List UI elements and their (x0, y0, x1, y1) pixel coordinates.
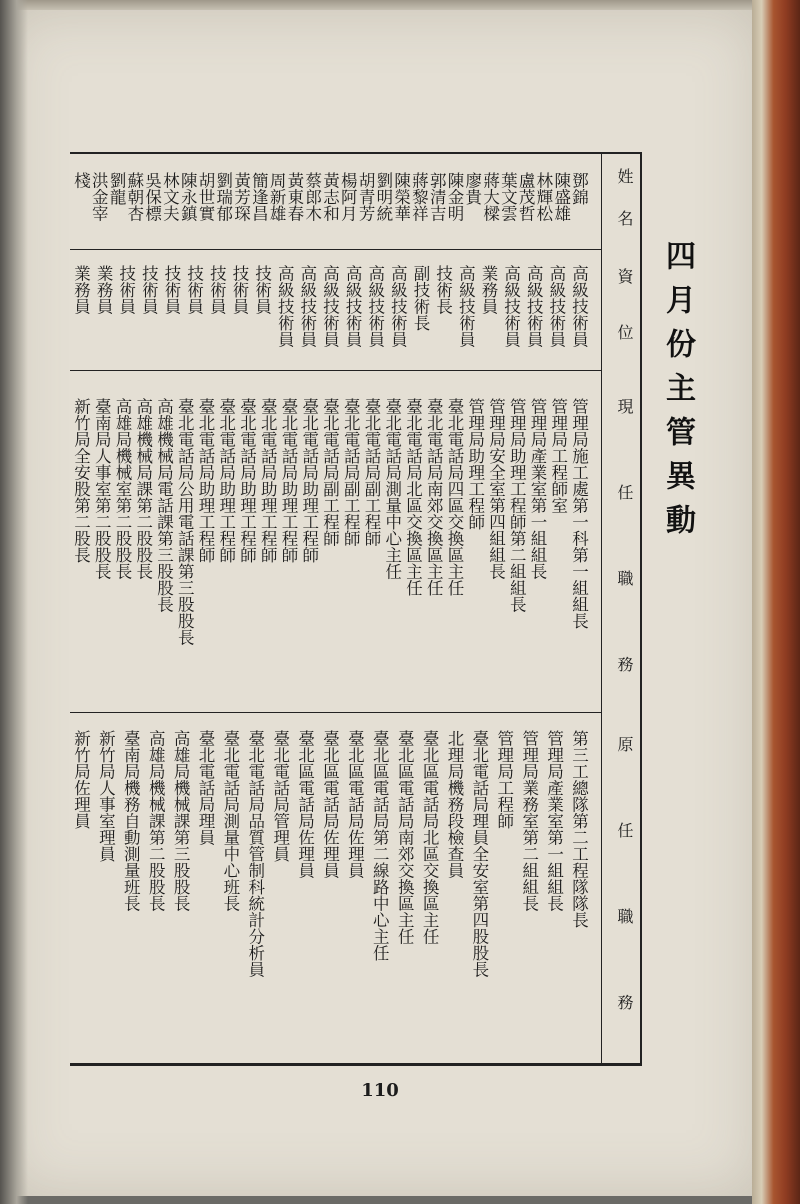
name-entry: 蔣大樑 (480, 172, 500, 222)
grade-entry: 業務員 (71, 265, 91, 315)
current-duty-entry: 高雄機械局電話課第三股股長 (154, 398, 174, 613)
previous-duty-entry: 臺北區電話局第二線路中心主任 (370, 730, 390, 961)
previous-duty-entry: 臺北區電話局北區交換區主任 (420, 730, 440, 945)
current-duty-entry: 管理局助理工程師第二組組長 (507, 398, 527, 613)
current-duty-entry: 管理局工程師室 (548, 398, 568, 514)
name-entry: 陳盛雄 (551, 172, 571, 222)
current-duty-entry: 臺北電話局四區交換區主任 (445, 398, 464, 596)
previous-duty-entry: 北理局機務段檢查員 (445, 730, 464, 879)
previous-duty-entry: 管理局業務室第二組組長 (519, 730, 539, 912)
name-entry: 吳保標 (142, 172, 162, 222)
name-entry: 劉瑞郁 (213, 172, 233, 222)
current-duty-entry: 管理局助理工程師 (465, 398, 485, 530)
previous-duty-entry: 管理局工程師 (494, 730, 514, 829)
previous-duty-entry: 管理局產業室第一組組長 (544, 730, 564, 912)
grade-entry: 技術長 (433, 265, 453, 315)
grade-entry: 高級技術員 (388, 265, 408, 348)
name-entry: 林文夫 (160, 172, 180, 222)
grade-entry: 高級技術員 (365, 265, 385, 348)
grade-entry: 高級技術員 (546, 265, 566, 348)
current-duty-entry: 管理局施工處第一科第一組組長 (569, 398, 589, 629)
name-entry: 劉龍 (107, 172, 127, 205)
name-entry: 黃芳琛 (231, 172, 251, 222)
name-entry: 蔣黎祥 (409, 172, 429, 222)
current-duty-entry: 新竹局全安股第二股長 (71, 398, 91, 563)
current-duty-entry: 臺北電話局副工程師 (320, 398, 340, 547)
previous-duty-entry: 高雄局機械課第三股股長 (171, 730, 191, 912)
current-duty-entry: 臺北電話局助理工程師 (299, 398, 319, 563)
previous-duty-entry: 臺北電話局品質管制科統計分析員 (245, 730, 265, 978)
name-entry: 楊阿月 (338, 172, 358, 222)
current-duty-entry: 臺北電話局北區交換區主任 (403, 398, 423, 596)
current-duty-entry: 管理局安全室第四組組長 (486, 398, 506, 580)
name-entry: 盧茂哲 (516, 172, 536, 222)
current-duty-entry: 臺北電話局助理工程師 (196, 398, 215, 563)
previous-duty-entry: 臺北電話局理員全安室第四股股長 (469, 730, 489, 978)
previous-duty-entry: 臺北電話局測量中心班長 (220, 730, 240, 912)
grade-entry: 業務員 (478, 265, 498, 315)
page-number: 110 (361, 1080, 399, 1101)
name-entry: 劉明統 (373, 172, 393, 222)
current-duty-entry: 臺北電話局南郊交換區主任 (424, 398, 444, 596)
current-duty-entry: 臺北電話局副工程師 (341, 398, 361, 547)
current-duty-entry: 臺北電話局助理工程師 (237, 398, 257, 563)
previous-duty-entry: 高雄局機械課第二股股長 (146, 730, 166, 912)
name-entry: 周新雄 (267, 172, 287, 222)
grade-entry: 業務員 (94, 265, 114, 315)
header-previous-duty: 原任職務 (615, 736, 634, 1080)
current-duty-entry: 臺北電話局助理工程師 (258, 398, 278, 563)
grade-entry: 高級技術員 (275, 265, 295, 348)
grade-entry: 技術員 (229, 265, 249, 315)
name-entry: 棧 (71, 172, 91, 189)
grade-entry: 高級技術員 (320, 265, 340, 348)
name-entry: 蔡郎木 (302, 172, 322, 222)
grade-entry: 高級技術員 (456, 265, 476, 348)
previous-duty-entry: 第三工總隊第二工程隊隊長 (569, 730, 589, 928)
name-entry: 陳金明 (445, 172, 464, 222)
previous-duty-entry: 新竹局人事室理員 (96, 730, 116, 862)
page-title: 四月份主管異動 (660, 240, 695, 548)
name-entry: 鄧錦 (569, 172, 589, 205)
row-rule-3 (70, 712, 602, 713)
row-rule-1 (70, 249, 602, 250)
current-duty-entry: 臺北電話局測量中心主任 (382, 398, 402, 580)
header-name: 姓名 (615, 168, 634, 252)
name-entry: 胡世實 (196, 172, 215, 222)
name-entry: 林輝松 (533, 172, 553, 222)
table-top-rule (70, 152, 642, 154)
grade-entry: 高級技術員 (343, 265, 363, 348)
current-duty-entry: 臺北電話局公用電話課第三股股長 (175, 398, 195, 646)
grade-entry: 技術員 (252, 265, 272, 315)
name-entry: 陳永鎮 (178, 172, 198, 222)
table-bottom-rule (70, 1063, 642, 1066)
grade-entry: 技術員 (207, 265, 227, 315)
book-edge (752, 0, 800, 1204)
grade-entry: 技術員 (184, 265, 204, 315)
row-rule-2 (70, 370, 602, 371)
previous-duty-entry: 臺南局機務自動測量班長 (121, 730, 141, 912)
name-entry: 胡青芳 (356, 172, 376, 222)
previous-duty-entry: 臺北區電話局佐理員 (295, 730, 315, 879)
previous-duty-entry: 臺北區電話局南郊交換區主任 (395, 730, 415, 945)
name-entry: 黃志和 (320, 172, 340, 222)
name-entry: 黃東春 (284, 172, 304, 222)
grade-entry: 技術員 (116, 265, 136, 315)
grade-entry: 技術員 (139, 265, 159, 315)
current-duty-entry: 臺北電話局助理工程師 (279, 398, 298, 563)
grade-entry: 高級技術員 (297, 265, 317, 348)
header-divider-rule (601, 152, 602, 1065)
previous-duty-entry: 新竹局佐理員 (71, 730, 91, 829)
name-entry: 簡逢昌 (249, 172, 269, 222)
header-current-duty: 現任職務 (615, 398, 634, 742)
name-entry: 洪金宰 (89, 172, 109, 222)
grade-entry: 副技術長 (411, 265, 431, 331)
name-entry: 陳榮華 (391, 172, 411, 222)
previous-duty-entry: 臺北電話局管理員 (270, 730, 290, 862)
current-duty-entry: 高雄機械局課第二股股長 (133, 398, 153, 580)
name-entry: 蘇朝杏 (124, 172, 144, 222)
current-duty-entry: 高雄局機械室第二股股長 (113, 398, 132, 580)
name-entry: 廖貴 (462, 172, 482, 205)
current-duty-entry: 臺北電話局助理工程師 (216, 398, 236, 563)
previous-duty-entry: 臺北區電話局佐理員 (345, 730, 365, 879)
previous-duty-entry: 臺北電話局理員 (196, 730, 215, 846)
grade-entry: 高級技術員 (524, 265, 544, 348)
grade-entry: 技術員 (162, 265, 182, 315)
current-duty-entry: 臺北電話局副工程師 (362, 398, 381, 547)
current-duty-entry: 臺南局人事室第二股股長 (92, 398, 112, 580)
grade-entry: 高級技術員 (501, 265, 521, 348)
spine-shadow (0, 0, 28, 1204)
previous-duty-entry: 臺北區電話局佐理員 (320, 730, 340, 879)
table-right-rule (640, 152, 642, 1065)
name-entry: 葉文雲 (498, 172, 518, 222)
header-grade: 資位 (615, 268, 634, 380)
grade-entry: 高級技術員 (569, 265, 589, 348)
current-duty-entry: 管理局產業室第一組組長 (528, 398, 547, 580)
name-entry: 郭清吉 (427, 172, 447, 222)
